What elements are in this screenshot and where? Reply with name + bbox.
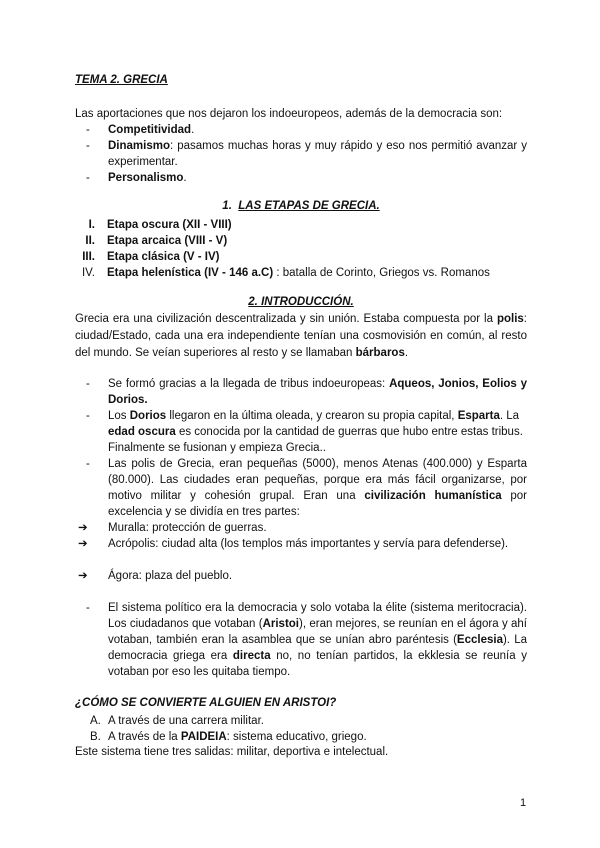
arrow-icon: ➔: [78, 522, 88, 534]
list-item: A. A través de una carrera militar.: [90, 715, 264, 727]
stage-item: III. Etapa clásica (V - IV): [82, 251, 220, 263]
arrow-item: ➔ Acrópolis: ciudad alta (los templos más importantes y servía para defenderse).: [78, 538, 509, 550]
list-item: B. A través de la PAIDEIA: sistema educativo, griego.: [90, 731, 367, 743]
list-item: - Los Dorios llegaron en la última oleada, y crearon su propia capital, Esparta. La edad oscura es conocida por la cantidad de guerras que hubo entre estas tribus. Finalmente se fusionan y empieza Grecia..: [86, 410, 523, 454]
arrow-item: ➔ Muralla: protección de guerras.: [78, 522, 267, 534]
list-item: - Dinamismo: pasamos muchas horas y muy rápido y eso nos permitió avanzar y experimentar.: [86, 140, 527, 168]
arrow-icon: ➔: [78, 570, 88, 582]
question-heading: ¿CÓMO SE CONVIERTE ALGUIEN EN ARISTOI?: [75, 697, 337, 709]
intro-paragraph: Las aportaciones que nos dejaron los indoeuropeos, además de la democracia son:: [75, 108, 503, 120]
arrow-item: ➔ Ágora: plaza del pueblo.: [78, 570, 233, 582]
stage-item: I. Etapa oscura (XII - VIII): [88, 219, 232, 231]
stage-item: II. Etapa arcaica (VIII - V): [85, 235, 228, 247]
section-heading-1: 1. LAS ETAPAS DE GRECIA.: [222, 200, 380, 212]
intro-grecia-paragraph: Grecia era una civilización descentralizada y sin unión. Estaba compuesta por la polis: ciudad/Estado, cada una era independiente tenían una cosmovisión en común, al resto del mundo. Se veían superiores al resto y se llamaban bárbaros.: [75, 313, 527, 359]
list-item: - Se formó gracias a la llegada de tribus indoeuropeas: Aqueos, Jonios, Eolios y Dorios.: [86, 378, 528, 406]
arrow-icon: ➔: [78, 538, 88, 550]
stage-item: IV. Etapa helenística (IV - 146 a.C) : batalla de Corinto, Griegos vs. Romanos: [81, 267, 490, 279]
list-item: - El sistema político era la democracia y solo votaba la élite (sistema meritocracia). Los ciudadanos que votaban (Aristoi), eran mejores, se reunían en el ágora y ahí votaban, también eran la asamblea que se unían abro paréntesis (Ecclesia). La democracia griega era directa no, no tenían partidos, la ekklesia se reunía y votaban por eso les quitaba tiempo.: [86, 602, 528, 678]
page-number: 1: [520, 797, 527, 809]
list-item: - Las polis de Grecia, eran pequeñas (5000), menos Atenas (400.000) y Esparta (80.000). Las ciudades eran pequeñas, porque era más fácil organizarse, por motivo militar y cohesión grupal. Eran una civilización humanística por excelencia y se dividía en tres partes:: [86, 458, 528, 518]
list-item: - Competitividad.: [86, 124, 195, 136]
section-heading-2: 2. INTRODUCCIÓN.: [248, 296, 354, 308]
page-title: TEMA 2. GRECIA: [75, 74, 168, 86]
closing-sentence: Este sistema tiene tres salidas: militar, deportiva e intelectual.: [75, 746, 389, 758]
list-item: - Personalismo.: [86, 172, 187, 184]
